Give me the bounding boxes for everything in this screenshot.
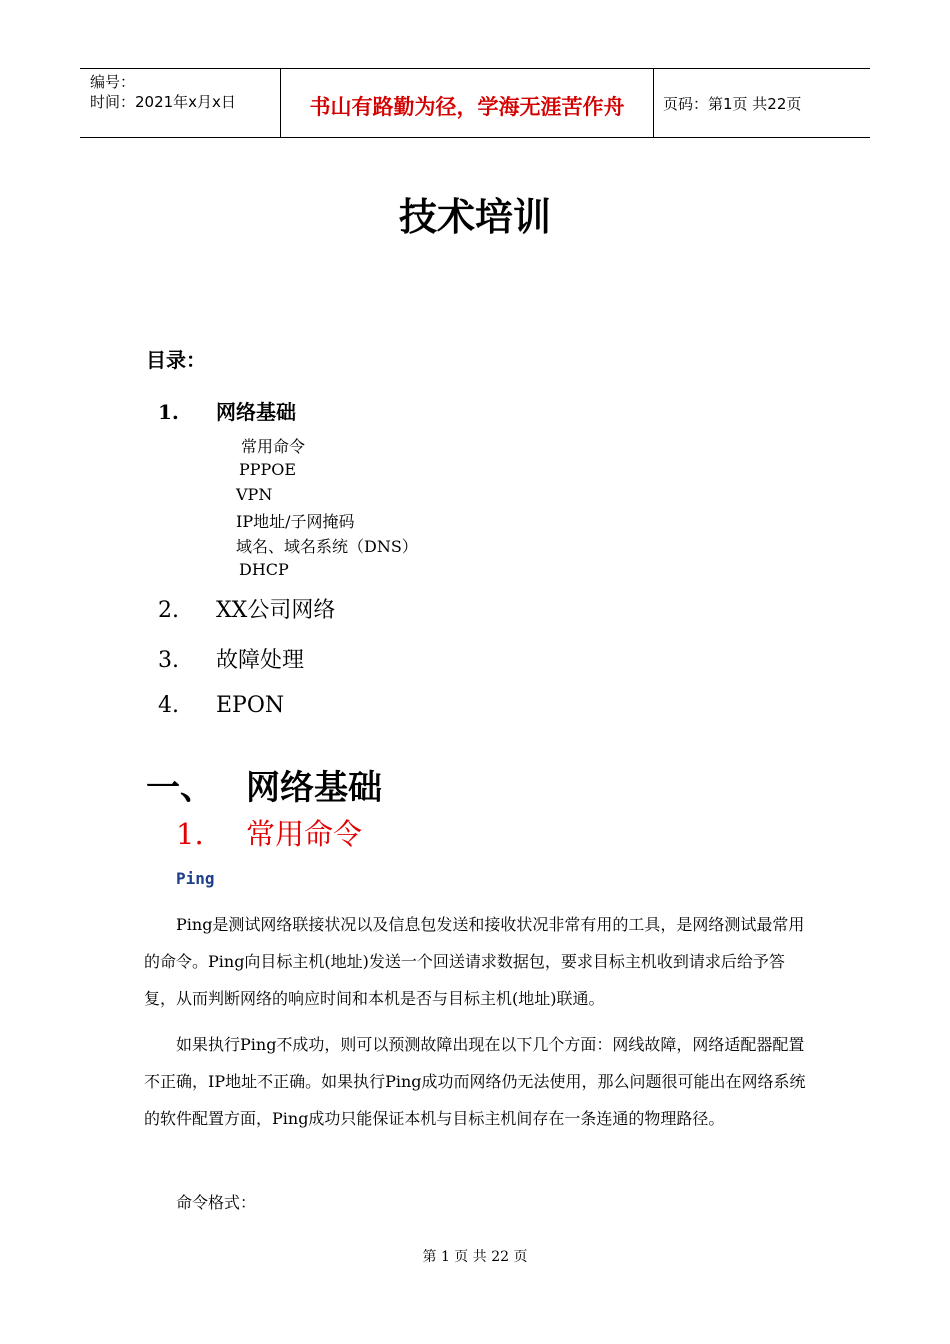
subsection-heading: [176, 812, 362, 853]
subsection-number: 1.: [176, 817, 204, 851]
document-title: 技术培训: [398, 195, 551, 239]
toc-item: [158, 693, 284, 718]
toc-item-number: 4.: [158, 693, 179, 718]
body-paragraph: Ping是测试网络联接状况以及信息包发送和接收状况非常有用的工具，是网络测试最常用的命令。Ping向目标主机(地址)发送一个回送请求数据包，要求目标主机收到请求后给予答复，从而判断网络的响应时间和本机是否与目标主机(地址)联通。: [144, 915, 805, 1008]
toc-item: [158, 593, 335, 624]
toc-item-number: 3.: [158, 648, 179, 673]
toc-subitem: 常用命令: [241, 437, 306, 456]
header-page-label: 页码：第1页 共22页: [663, 95, 802, 113]
toc-item-number: 1.: [158, 400, 179, 424]
toc-item-label: XX公司网络: [216, 598, 336, 623]
header-time-label: 时间：2021年x月x日: [90, 93, 236, 111]
body-paragraph: 命令格式：: [176, 1193, 257, 1212]
toc-subitem: DHCP: [239, 560, 289, 579]
subsection-title: 常用命令: [246, 817, 363, 851]
toc-subitem: VPN: [236, 485, 273, 504]
toc-item-label: 故障处理: [216, 648, 305, 673]
toc-subitem: PPPOE: [239, 460, 297, 479]
toc-item-number: 2.: [158, 598, 179, 623]
header-page-cell: [654, 69, 870, 137]
toc-item: [158, 643, 304, 674]
topic-heading: Ping: [176, 869, 215, 888]
toc-item: [158, 396, 296, 425]
section-heading: [146, 760, 382, 809]
toc-item-label: 网络基础: [216, 400, 296, 424]
header-motto-cell: [281, 69, 654, 137]
section-number: 一、: [146, 768, 214, 808]
header-number-label: 编号：: [90, 73, 136, 91]
toc-subitem: IP地址/子网掩码: [236, 512, 355, 531]
header-motto: 书山有路勤为径，学海无涯苦作舟: [309, 95, 625, 119]
toc-subitem: 域名、域名系统（DNS）: [236, 537, 418, 556]
page-footer: 第 1 页 共 22 页: [422, 1249, 528, 1265]
document-header: [80, 68, 870, 138]
body-paragraph: 如果执行Ping不成功，则可以预测故障出现在以下几个方面：网线故障，网络适配器配置不正确，IP地址不正确。如果执行Ping成功而网络仍无法使用，那么问题很可能出在网络系统的软件配置方面，Ping成功只能保证本机与目标主机间存在一条连通的物理路径。: [144, 1035, 806, 1128]
toc-title: 目录：: [146, 348, 206, 372]
header-info-cell: [80, 69, 281, 137]
toc-item-label: EPON: [216, 693, 285, 718]
section-title: 网络基础: [246, 768, 382, 808]
